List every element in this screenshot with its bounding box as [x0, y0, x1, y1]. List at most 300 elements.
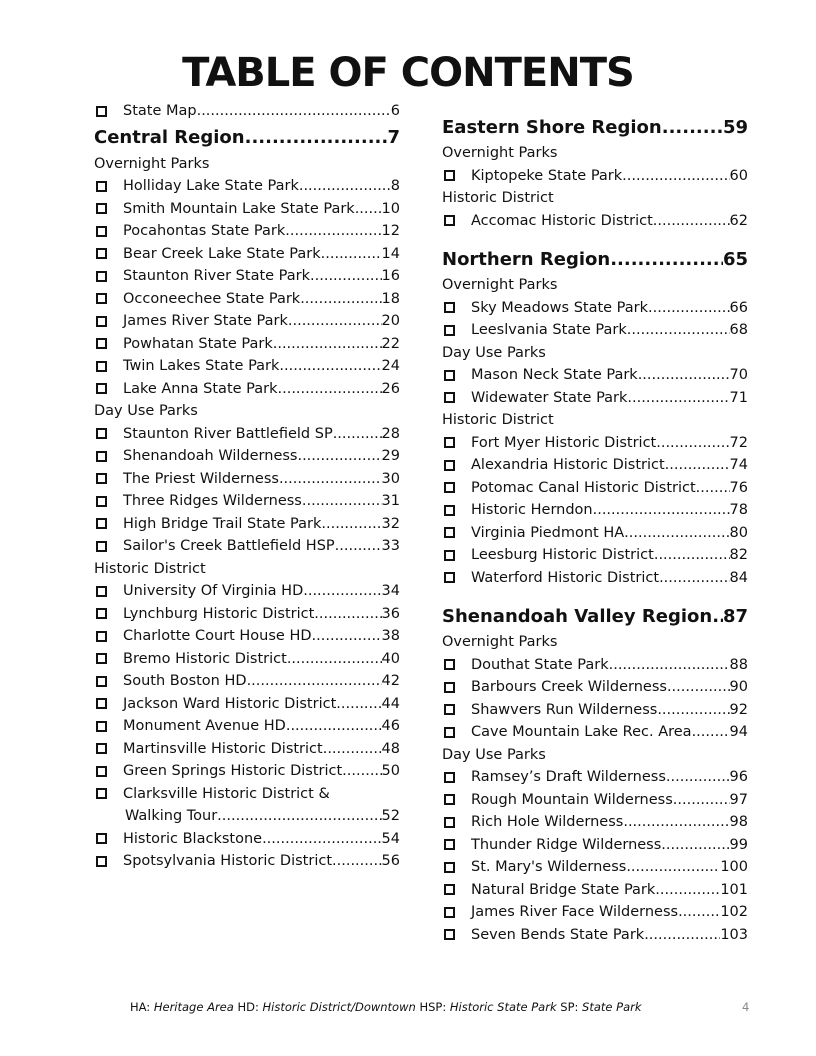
- toc-page-number: 22: [381, 335, 400, 352]
- toc-page-number: 98: [729, 814, 748, 831]
- toc-page-number: 44: [381, 695, 400, 712]
- checkbox[interactable]: [96, 608, 107, 619]
- checkbox[interactable]: [444, 659, 455, 670]
- toc-page-number: 80: [729, 524, 748, 541]
- toc-entry[interactable]: [94, 243, 400, 266]
- toc-entry-label: Mason Neck State Park: [471, 367, 638, 384]
- toc-entry-label: Lynchburg Historic District: [123, 605, 315, 622]
- toc-entry-label: Twin Lakes State Park: [123, 358, 280, 375]
- toc-entry-label: Thunder Ridge Wilderness: [471, 836, 662, 853]
- toc-page-number: 33: [381, 538, 400, 555]
- toc-page-number: 70: [729, 367, 748, 384]
- toc-entry[interactable]: [94, 288, 400, 311]
- toc-entry-label: Staunton River State Park: [123, 268, 311, 285]
- legend-term: Heritage Area: [153, 1000, 234, 1014]
- region-heading[interactable]: [442, 244, 748, 274]
- checkbox[interactable]: [444, 482, 455, 493]
- toc-entry-label: Rough Mountain Wilderness: [471, 791, 673, 808]
- toc-entry[interactable]: [442, 901, 748, 924]
- checkbox[interactable]: [96, 518, 107, 529]
- toc-page-number: 14: [381, 245, 400, 262]
- page-number: 4: [742, 1000, 750, 1014]
- checkbox[interactable]: [96, 428, 107, 439]
- toc-page-number: 28: [381, 425, 400, 442]
- toc-entry-label: Barbours Creek Wilderness: [471, 679, 667, 696]
- dot-leader: [644, 927, 720, 943]
- checkbox[interactable]: [96, 743, 107, 754]
- region-heading-label: Eastern Shore Region: [442, 116, 662, 138]
- toc-entry-label: State Map: [123, 103, 197, 120]
- toc-entry[interactable]: [94, 175, 400, 198]
- checkbox[interactable]: [96, 676, 107, 687]
- dot-leader: [655, 882, 720, 898]
- toc-entry[interactable]: [94, 310, 400, 333]
- region-heading[interactable]: [442, 112, 748, 142]
- dot-leader: [662, 117, 723, 138]
- checkbox[interactable]: [96, 203, 107, 214]
- dot-leader: [217, 808, 381, 824]
- toc-entry[interactable]: [442, 165, 748, 188]
- category-subheading-label: Day Use Parks: [442, 344, 546, 361]
- toc-page-number: 74: [729, 457, 748, 474]
- toc-entry[interactable]: [442, 676, 748, 699]
- toc-entry-label: Holliday Lake State Park: [123, 178, 299, 195]
- toc-entry-label: Green Springs Historic District: [123, 763, 343, 780]
- toc-entry-label: Lake Anna State Park: [123, 380, 278, 397]
- dot-leader: [661, 837, 729, 853]
- checkbox[interactable]: [96, 856, 107, 867]
- toc-entry-label: Three Ridges Wilderness: [123, 493, 302, 510]
- checkbox[interactable]: [96, 451, 107, 462]
- checkbox[interactable]: [444, 727, 455, 738]
- toc-entry[interactable]: [94, 715, 400, 738]
- toc-page-number: 46: [381, 718, 400, 735]
- toc-entry-continuation[interactable]: [94, 805, 400, 828]
- toc-page-number: 6: [390, 103, 400, 120]
- category-subheading: [442, 409, 748, 432]
- dot-leader: [332, 853, 382, 869]
- category-subheading-label: Overnight Parks: [442, 145, 558, 162]
- dot-leader: [333, 426, 382, 442]
- toc-entry-label: Martinsville Historic District: [123, 740, 323, 757]
- category-subheading-label: Overnight Parks: [442, 277, 558, 294]
- toc-entry[interactable]: [442, 789, 748, 812]
- dot-leader: [321, 516, 381, 532]
- toc-entry-label: Sky Meadows State Park: [471, 299, 649, 316]
- toc-entry[interactable]: [442, 454, 748, 477]
- checkbox[interactable]: [444, 392, 455, 403]
- toc-entry-label: Walking Tour: [125, 808, 218, 825]
- dot-leader: [666, 769, 730, 785]
- toc-entry[interactable]: [442, 432, 748, 455]
- toc-entry[interactable]: [442, 567, 748, 590]
- dot-leader: [299, 178, 391, 194]
- toc-page-number: 42: [381, 673, 400, 690]
- toc-page-number: 8: [390, 178, 400, 195]
- dot-leader: [355, 201, 382, 217]
- toc-entry[interactable]: [94, 625, 400, 648]
- spacer: [442, 232, 748, 244]
- toc-page-number: 34: [381, 583, 400, 600]
- checkbox[interactable]: [444, 302, 455, 313]
- checkbox[interactable]: [444, 505, 455, 516]
- dot-leader: [638, 367, 730, 383]
- checkbox[interactable]: [96, 586, 107, 597]
- region-heading-label: Shenandoah Valley Region: [442, 605, 713, 627]
- toc-entry[interactable]: [94, 783, 400, 806]
- checkbox[interactable]: [96, 181, 107, 192]
- toc-page-number: 99: [729, 836, 748, 853]
- toc-entry[interactable]: [94, 535, 400, 558]
- dot-leader: [692, 724, 730, 740]
- toc-entry-label: Jackson Ward Historic District: [123, 695, 337, 712]
- category-subheading: [442, 631, 748, 654]
- toc-entry-label: Leesburg Historic District: [471, 547, 654, 564]
- checkbox[interactable]: [444, 817, 455, 828]
- toc-entry[interactable]: [94, 693, 400, 716]
- toc-entry-label: Fort Myer Historic District: [471, 434, 657, 451]
- dot-leader: [247, 673, 382, 689]
- region-heading-label: Northern Region: [442, 248, 611, 270]
- checkbox[interactable]: [444, 839, 455, 850]
- toc-entry[interactable]: [442, 319, 748, 342]
- page-title: TABLE OF CONTENTS: [182, 50, 634, 96]
- toc-entry-label: High Bridge Trail State Park: [123, 515, 322, 532]
- toc-page-number: 62: [729, 212, 748, 229]
- toc-entry-label: Shenandoah Wilderness: [123, 448, 298, 465]
- dot-leader: [197, 103, 391, 119]
- legend-abbr: HSP:: [419, 1000, 447, 1014]
- dot-leader: [659, 570, 729, 586]
- toc-entry[interactable]: [94, 100, 400, 123]
- toc-page-number: 29: [381, 448, 400, 465]
- dot-leader: [303, 583, 381, 599]
- legend-term: State Park: [582, 1000, 642, 1014]
- checkbox[interactable]: [444, 794, 455, 805]
- toc-entry[interactable]: [442, 297, 748, 320]
- toc-page-number: 68: [729, 322, 748, 339]
- toc-entry[interactable]: [94, 445, 400, 468]
- category-subheading: [94, 153, 400, 176]
- toc-page-number: 90: [729, 679, 748, 696]
- toc-page-number: 38: [381, 628, 400, 645]
- toc-entry[interactable]: [442, 811, 748, 834]
- dot-leader: [286, 718, 382, 734]
- dot-leader: [279, 358, 381, 374]
- toc-page-number: 31: [381, 493, 400, 510]
- toc-entry[interactable]: [442, 387, 748, 410]
- toc-entry[interactable]: [94, 423, 400, 446]
- toc-page-number: 102: [720, 904, 748, 921]
- checkbox[interactable]: [444, 884, 455, 895]
- region-heading[interactable]: [442, 601, 748, 631]
- toc-entry[interactable]: [94, 333, 400, 356]
- toc-entry[interactable]: [442, 477, 748, 500]
- toc-entry[interactable]: [94, 490, 400, 513]
- toc-entry-label: Occoneechee State Park: [123, 290, 301, 307]
- toc-page-number: 26: [381, 380, 400, 397]
- dot-leader: [323, 741, 382, 757]
- dot-leader: [626, 859, 720, 875]
- toc-entry[interactable]: [94, 760, 400, 783]
- dot-leader: [245, 127, 388, 148]
- toc-entry[interactable]: [94, 468, 400, 491]
- toc-page-number: 54: [381, 830, 400, 847]
- dot-leader: [678, 904, 720, 920]
- toc-entry[interactable]: [94, 580, 400, 603]
- checkbox[interactable]: [96, 473, 107, 484]
- checkbox[interactable]: [96, 833, 107, 844]
- checkbox[interactable]: [96, 788, 107, 799]
- dot-leader: [278, 381, 382, 397]
- toc-entry-label: Historic Herndon: [471, 502, 593, 519]
- checkbox[interactable]: [444, 907, 455, 918]
- toc-entry-label: Potomac Canal Historic District: [471, 479, 696, 496]
- legend-abbr: SP:: [560, 1000, 579, 1014]
- checkbox[interactable]: [96, 383, 107, 394]
- toc-entry[interactable]: [442, 766, 748, 789]
- category-subheading-label: Historic District: [94, 560, 206, 577]
- toc-entry[interactable]: [94, 603, 400, 626]
- toc-entry[interactable]: [442, 856, 748, 879]
- dot-leader: [297, 448, 381, 464]
- dot-leader: [610, 249, 723, 270]
- toc-entry-label: Rich Hole Wilderness: [471, 814, 624, 831]
- dot-leader: [310, 268, 382, 284]
- toc-page-number: 10: [381, 200, 400, 217]
- region-heading-label: Central Region: [94, 127, 245, 148]
- checkbox[interactable]: [444, 704, 455, 715]
- toc-page-number: 16: [381, 268, 400, 285]
- dot-leader: [273, 336, 382, 352]
- dot-leader: [285, 223, 381, 239]
- checkbox[interactable]: [444, 437, 455, 448]
- checkbox[interactable]: [96, 293, 107, 304]
- dot-leader: [654, 547, 730, 563]
- toc-entry[interactable]: [442, 364, 748, 387]
- toc-entry[interactable]: [94, 513, 400, 536]
- category-subheading: [442, 142, 748, 165]
- toc-column-right: [442, 112, 748, 946]
- toc-page-number: 96: [729, 769, 748, 786]
- toc-page-number: 50: [381, 763, 400, 780]
- dot-leader: [287, 651, 382, 667]
- toc-entry[interactable]: [442, 654, 748, 677]
- toc-page-number: 100: [720, 859, 748, 876]
- abbreviation-legend: [130, 1000, 642, 1014]
- toc-entry-label: Kiptopeke State Park: [471, 167, 623, 184]
- checkbox[interactable]: [96, 248, 107, 259]
- checkbox[interactable]: [96, 496, 107, 507]
- category-subheading-label: Historic District: [442, 412, 554, 429]
- dot-leader: [300, 291, 381, 307]
- toc-entry-label: Bear Creek Lake State Park: [123, 245, 321, 262]
- dot-leader: [593, 502, 730, 518]
- checkbox[interactable]: [96, 271, 107, 282]
- toc-entry[interactable]: [442, 879, 748, 902]
- legend-abbr: HD:: [237, 1000, 259, 1014]
- dot-leader: [627, 322, 730, 338]
- toc-entry-label: Smith Mountain Lake State Park: [123, 200, 355, 217]
- toc-entry-label: James River Face Wilderness: [471, 904, 679, 921]
- toc-entry[interactable]: [94, 265, 400, 288]
- dot-leader: [624, 525, 729, 541]
- toc-entry[interactable]: [442, 699, 748, 722]
- toc-entry[interactable]: [94, 850, 400, 873]
- category-subheading: [442, 274, 748, 297]
- toc-entry[interactable]: [94, 220, 400, 243]
- toc-entry-label: Alexandria Historic District: [471, 457, 665, 474]
- category-subheading-label: Day Use Parks: [442, 746, 546, 763]
- toc-page-number: 71: [729, 389, 748, 406]
- checkbox[interactable]: [96, 226, 107, 237]
- toc-page-number: 12: [381, 223, 400, 240]
- category-subheading: [442, 342, 748, 365]
- toc-page-number: 78: [729, 502, 748, 519]
- toc-entry-label: The Priest Wilderness: [123, 470, 279, 487]
- toc-page-number: 40: [381, 650, 400, 667]
- dot-leader: [279, 471, 382, 487]
- checkbox[interactable]: [96, 541, 107, 552]
- toc-page-number: 52: [381, 808, 400, 825]
- toc-page-number: 97: [729, 791, 748, 808]
- toc-entry[interactable]: [442, 210, 748, 233]
- toc-entry[interactable]: [94, 198, 400, 221]
- legend-term: Historic State Park: [449, 1000, 557, 1014]
- toc-entry[interactable]: [94, 648, 400, 671]
- toc-page-number: 92: [729, 701, 748, 718]
- category-subheading: [94, 400, 400, 423]
- checkbox[interactable]: [444, 460, 455, 471]
- checkbox[interactable]: [444, 170, 455, 181]
- checkbox[interactable]: [96, 338, 107, 349]
- dot-leader: [648, 300, 730, 316]
- category-subheading-label: Historic District: [442, 190, 554, 207]
- toc-entry[interactable]: [94, 355, 400, 378]
- dot-leader: [314, 606, 381, 622]
- dot-leader: [302, 493, 382, 509]
- toc-entry[interactable]: [94, 738, 400, 761]
- dot-leader: [657, 702, 729, 718]
- region-page-number: 65: [722, 248, 748, 270]
- toc-entry-label: Shawvers Run Wilderness: [471, 701, 658, 718]
- toc-page-number: 94: [729, 724, 748, 741]
- toc-page-number: 36: [381, 605, 400, 622]
- dot-leader: [667, 679, 730, 695]
- toc-entry[interactable]: [94, 378, 400, 401]
- dot-leader: [623, 814, 729, 830]
- toc-entry-label: Charlotte Court House HD: [123, 628, 312, 645]
- checkbox[interactable]: [96, 106, 107, 117]
- toc-entry-label: Accomac Historic District: [471, 212, 653, 229]
- dot-leader: [653, 213, 730, 229]
- toc-page-number: 60: [729, 167, 748, 184]
- toc-page-number: 32: [381, 515, 400, 532]
- toc-entry[interactable]: [442, 834, 748, 857]
- checkbox[interactable]: [444, 370, 455, 381]
- toc-entry-label: Widewater State Park: [471, 389, 628, 406]
- checkbox[interactable]: [96, 631, 107, 642]
- region-page-number: 59: [722, 116, 748, 138]
- checkbox[interactable]: [444, 682, 455, 693]
- category-subheading-label: Overnight Parks: [442, 634, 558, 651]
- toc-entry-label: Leeslvania State Park: [471, 322, 627, 339]
- toc-entry[interactable]: [442, 522, 748, 545]
- category-subheading: [94, 558, 400, 581]
- checkbox[interactable]: [96, 698, 107, 709]
- toc-entry[interactable]: [442, 924, 748, 947]
- dot-leader: [665, 457, 730, 473]
- region-page-number: 7: [387, 127, 400, 148]
- toc-column-left: [94, 100, 400, 873]
- checkbox[interactable]: [444, 550, 455, 561]
- toc-entry[interactable]: [442, 499, 748, 522]
- toc-entry-label: James River State Park: [123, 313, 288, 330]
- toc-entry-label: Staunton River Battlefield SP: [123, 425, 333, 442]
- toc-entry-label: Cave Mountain Lake Rec. Area: [471, 724, 692, 741]
- checkbox[interactable]: [444, 929, 455, 940]
- toc-entry-label: Ramsey’s Draft Wilderness: [471, 769, 666, 786]
- checkbox[interactable]: [444, 572, 455, 583]
- toc-entry-label: Waterford Historic District: [471, 569, 660, 586]
- checkbox[interactable]: [96, 316, 107, 327]
- toc-page-number: 18: [381, 290, 400, 307]
- legend-term: Historic District/Downtown: [262, 1000, 416, 1014]
- checkbox[interactable]: [444, 772, 455, 783]
- toc-page-number: 76: [729, 479, 748, 496]
- toc-entry-label: Spotsylvania Historic District: [123, 853, 333, 870]
- toc-entry[interactable]: [94, 828, 400, 851]
- toc-entry-label: Virginia Piedmont HA: [471, 524, 625, 541]
- toc-entry-label: Monument Avenue HD: [123, 718, 286, 735]
- toc-entry-label: South Boston HD: [123, 673, 247, 690]
- dot-leader: [288, 313, 382, 329]
- dot-leader: [262, 831, 381, 847]
- toc-entry[interactable]: [442, 721, 748, 744]
- toc-entry-label: Sailor's Creek Battlefield HSP: [123, 538, 335, 555]
- toc-entry-label: St. Mary's Wilderness: [471, 859, 627, 876]
- dot-leader: [656, 435, 729, 451]
- toc-entry[interactable]: [94, 670, 400, 693]
- toc-entry-label: Pocahontas State Park: [123, 223, 286, 240]
- region-page-number: 87: [722, 605, 748, 627]
- toc-page-number: 103: [720, 926, 748, 943]
- toc-entry-label: Historic Blackstone: [123, 830, 263, 847]
- toc-page-number: 72: [729, 434, 748, 451]
- checkbox[interactable]: [96, 653, 107, 664]
- checkbox[interactable]: [444, 527, 455, 538]
- dot-leader: [609, 657, 730, 673]
- checkbox[interactable]: [96, 766, 107, 777]
- toc-page-number: 82: [729, 547, 748, 564]
- dot-leader: [342, 763, 381, 779]
- dot-leader: [321, 246, 382, 262]
- legend-abbr: HA:: [130, 1000, 151, 1014]
- dot-leader: [336, 696, 381, 712]
- toc-page-number: 88: [729, 656, 748, 673]
- dot-leader: [627, 390, 729, 406]
- toc-entry-label: Bremo Historic District: [123, 650, 287, 667]
- checkbox[interactable]: [96, 721, 107, 732]
- toc-entry[interactable]: [442, 544, 748, 567]
- checkbox[interactable]: [444, 325, 455, 336]
- dot-leader: [335, 538, 382, 554]
- toc-page-number: 20: [381, 313, 400, 330]
- checkbox[interactable]: [444, 862, 455, 873]
- checkbox[interactable]: [96, 361, 107, 372]
- region-heading[interactable]: [94, 123, 400, 153]
- checkbox[interactable]: [444, 215, 455, 226]
